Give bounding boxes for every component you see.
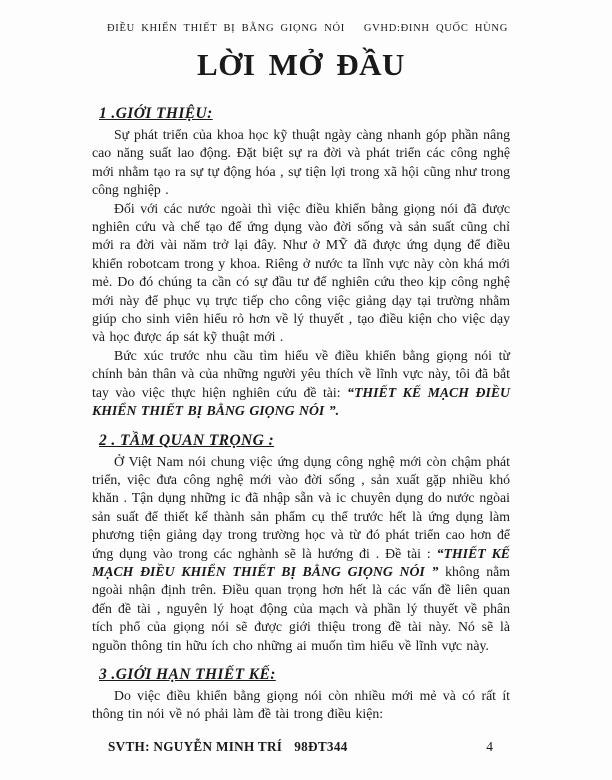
section-3-paragraph-1: Do việc điều khiển bằng giọng nói còn nhiều mới mẻ và có rất ít thông tin nói về nó phải làm đề tài trong điều kiện: (92, 687, 510, 722)
section-3-heading: 3 .GIỚI HẠN THIẾT KẾ: (99, 665, 276, 683)
page-title: LỜI MỞ ĐẦU (197, 47, 405, 82)
student-name: SVTH: NGUYỄN MINH TRÍ (108, 739, 283, 754)
section-1-paragraph-3 (92, 347, 510, 421)
page-header (92, 23, 510, 34)
footer-student-block (108, 739, 348, 755)
section-gioi-thieu (92, 83, 510, 421)
header-document-title: ĐIỀU KHIỂN THIẾT BỊ BẰNG GIỌNG NÓI (107, 23, 345, 34)
section-1-paragraph-1: Sự phát triển của khoa học kỹ thuật ngày càng nhanh góp phần nâng cao năng suất lao động. Đặt biệt sự ra đời và phát triển các công nghệ mới nhằm tạo ra sự tự động hóa , sự tiện lợi trong xã hội cũng như trong công nghiệp . (92, 127, 510, 198)
page-number: 4 (486, 739, 493, 754)
section-2-paragraph-1 (92, 453, 510, 655)
section-tam-quan-trong (92, 421, 510, 655)
thesis-title-quote: “THIẾT KẾ MẠCH ĐIỀU KHIỂN THIẾT BỊ BẰNG GIỌNG NÓI ”. (92, 384, 510, 419)
section-gioi-han-thiet-ke (92, 655, 510, 724)
section-1-paragraph-2: Đối với các nước ngoài thì việc điều khiển bằng giọng nói đã được nghiên cứu và chế tạo để ứng dụng vào đời sống và sản suất cũng chỉ mới ra đời vài năm trở lại đây. Như ở MỸ đã được ứng dụng để điều khiển robotcam trong y khoa. Riêng ở nước ta lĩnh vực này còn khá mới mẻ. Do đó chúng ta cần có sự đầu tư để nghiên cứu theo kịp công nghệ mới này để phục vụ trực tiếp cho công việc giảng dạy tại trường nhằm giúp cho sinh viên hiểu rỏ hơn về lý thuyết , tạo điều kiện cho việc dạy và học được áp sát kỹ thuật mới . (92, 200, 510, 345)
paragraph-text: Ở Việt Nam nói chung việc ứng dụng công nghệ mới còn chậm phát triển, việc đưa công nghệ mới vào đời sống , sản xuất gặp nhiều khó khăn . Tận dụng những ic đã nhập sẵn và ic chuyên dụng do nước ngòai sản suất để thiết kế thành sản phẩm cụ thể trước hết là ứng dụng làm phương tiện giảng dạy trong trường học và từ đó phát triển cao hơn để ứng dụng vào trong các nghành sẽ là hướng đi . Đề tài : (92, 453, 510, 561)
header-advisor-name: GVHD:ĐINH QUỐC HÙNG (363, 23, 508, 34)
section-1-heading: 1 .GIỚI THIỆU: (99, 105, 213, 122)
page-footer (92, 739, 510, 780)
thesis-title-quote: “THIẾT KẾ MẠCH ĐIỀU KHIỂN THIẾT BỊ BẰNG GIỌNG NÓI ” (92, 545, 510, 579)
section-2-heading: 2 . TẦM QUAN TRỌNG : (99, 431, 275, 449)
paragraph-text: Bức xúc trước nhu cầu tìm hiểu về điều khiển bằng giọng nói từ chính bản thân và của những người yêu thích về lĩnh vực này, tôi đã bắt tay vào việc thực hiện nghiên cứu đề tài: (92, 347, 510, 400)
paragraph-text: không nằm ngoài nhận định trên. Điều quan trọng hơn hết là các vấn đề liên quan đến đề tài , nguyên lý hoạt động của mạch và phần lý thuyết về phân tích phổ của giọng nói sẽ được giới thiệu trong đề tài này. Nó sẽ là nguồn thông tin hữu ích cho những ai muốn tìm hiểu về lĩnh vực này. (92, 563, 510, 653)
student-id: 98ĐT344 (294, 739, 348, 754)
